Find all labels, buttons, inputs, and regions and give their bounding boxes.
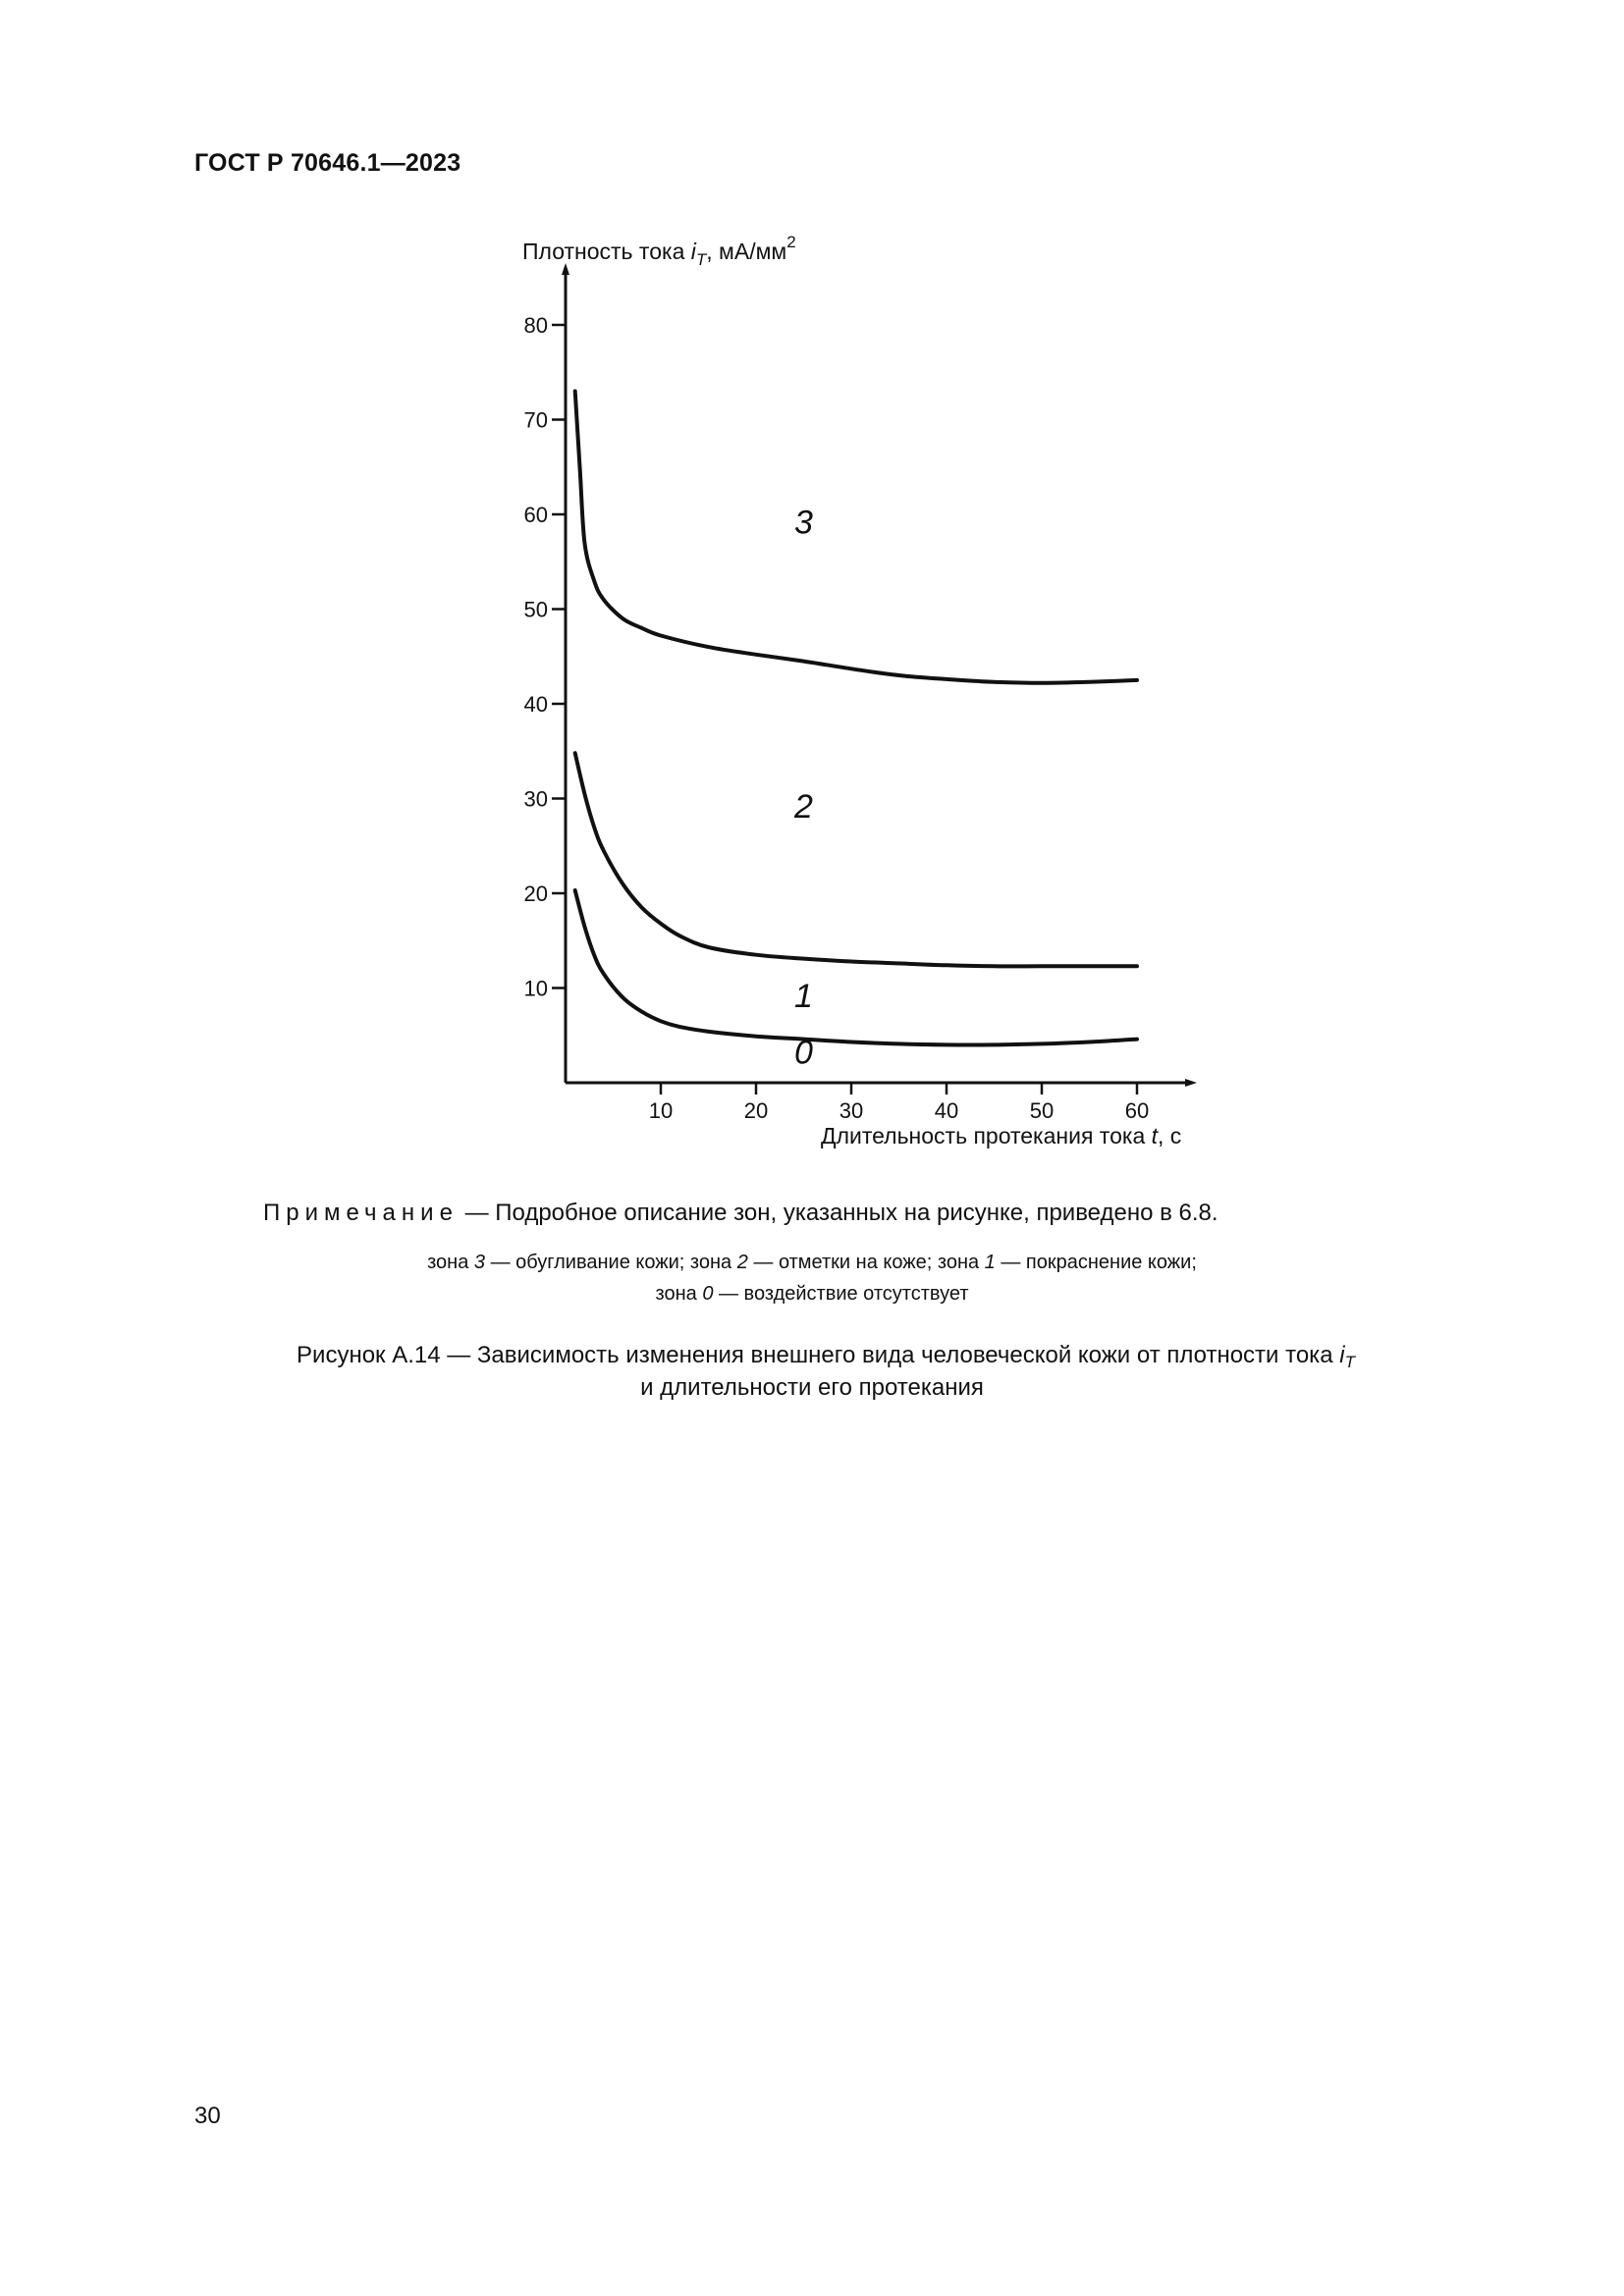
figure-caption-line-1: Рисунок А.14 — Зависимость изменения внешнего вида человеческой кожи от плотности тока $i_T$: [297, 1342, 1355, 1371]
zone-label-2: 2: [794, 787, 813, 826]
zone-label-0: 0: [794, 1034, 813, 1072]
boundary-3-line: [575, 392, 1137, 683]
zone-label-3: 3: [794, 504, 813, 542]
x-tick-label: 30: [839, 1098, 864, 1123]
zone-legend-line-2: зона 0 — воздействие отсутствует: [655, 1283, 969, 1305]
x-axis-label: Длительность протекания тока t, с: [821, 1123, 1182, 1148]
note-text: — Подробное описание зон, указанных на рисунке, приведено в 6.8.: [458, 1200, 1218, 1226]
x-ticks: [649, 1083, 1149, 1123]
y-tick-label: 50: [523, 597, 548, 622]
note-prefix: Примечание: [263, 1200, 459, 1226]
y-tick-label: 70: [523, 407, 548, 433]
y-tick-label: 30: [523, 786, 548, 812]
y-tick-label: 20: [523, 881, 548, 906]
zone-label-1: 1: [794, 977, 813, 1015]
boundary-2-line: [575, 753, 1137, 966]
x-tick-label: 60: [1124, 1098, 1150, 1123]
boundary-curves: [575, 392, 1137, 1045]
zone-labels: [793, 504, 813, 1071]
figure-caption-line-2: и длительности его протекания: [640, 1374, 984, 1401]
x-tick-label: 10: [648, 1098, 674, 1123]
page-number: 30: [194, 2103, 221, 2129]
figure-note: [263, 1200, 1218, 1227]
y-tick-label: 40: [523, 692, 548, 717]
y-tick-label: 80: [523, 313, 548, 338]
y-tick-label: 10: [523, 976, 548, 1001]
x-tick-label: 40: [934, 1098, 959, 1123]
x-tick-label: 50: [1029, 1098, 1055, 1123]
document-header: ГОСТ Р 70646.1—2023: [194, 149, 461, 177]
zone-legend-line-1: зона 3 — обугливание кожи; зона 2 — отметки на коже; зона 1 — покраснение кожи;: [427, 1252, 1197, 1273]
y-ticks: [524, 313, 566, 1001]
y-tick-label: 60: [523, 503, 548, 527]
y-axis-label: Плотность тока $i_T$, $мА/мм^2$: [522, 233, 796, 269]
x-tick-label: 20: [743, 1098, 769, 1123]
